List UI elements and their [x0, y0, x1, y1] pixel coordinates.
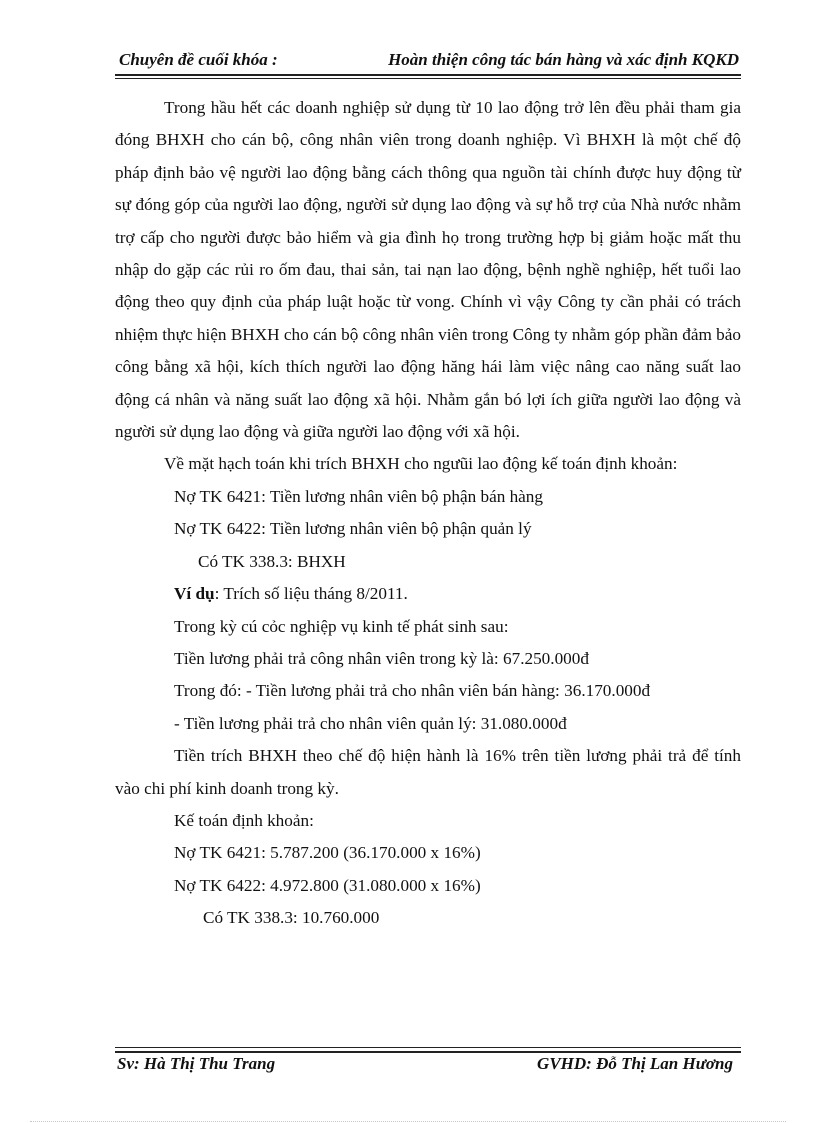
header-rule-thin	[115, 78, 741, 79]
entry-credit-3383-amount: Có TK 338.3: 10.760.000	[203, 908, 380, 928]
paragraph-bhxh-rate: Tiền trích BHXH theo chế độ hiện hành là 16% trên tiền lương phải trả để tính vào chi phí kinh doanh trong kỳ.	[115, 746, 741, 798]
document-body	[115, 92, 741, 935]
line-salary-total: Tiền lương phải trả công nhân viên trong kỳ là: 67.250.000đ	[174, 648, 589, 668]
page-header	[115, 48, 741, 74]
entry-debit-6421-amount: Nợ TK 6421: 5.787.200 (36.170.000 x 16%)	[174, 843, 481, 863]
line-entry-label: Kế toán định khoản:	[174, 810, 314, 830]
footer-rule-thin	[115, 1047, 741, 1048]
example-text: : Trích số liệu tháng 8/2011.	[214, 584, 408, 604]
footer-student: Sv: Hà Thị Thu Trang	[117, 1054, 276, 1073]
entry-debit-6422: Nợ TK 6422: Tiền lương nhân viên bộ phận quản lý	[174, 519, 532, 539]
line-salary-admin: - Tiền lương phải trả cho nhân viên quản lý: 31.080.000đ	[174, 713, 567, 733]
line-salary-sales: Trong đó: - Tiền lương phải trả cho nhân viên bán hàng: 36.170.000đ	[174, 681, 651, 701]
page-edge-divider	[30, 1121, 786, 1122]
paragraph-accounting-intro: Về mặt hạch toán khi trích BHXH cho ngưũi lao động kế toán định khoản:	[164, 454, 678, 474]
header-right: Hoàn thiện công tác bán hàng và xác định KQKD	[388, 50, 739, 69]
entry-credit-3383: Có TK 338.3: BHXH	[198, 551, 346, 571]
header-left: Chuyên đề cuối khóa :	[119, 50, 278, 69]
entry-debit-6422-amount: Nợ TK 6422: 4.972.800 (31.080.000 x 16%)	[174, 875, 481, 895]
header-rule-thick	[115, 74, 741, 76]
line-period: Trong kỳ cú cỏc nghiệp vụ kinh tế phát sinh sau:	[174, 616, 509, 636]
entry-debit-6421: Nợ TK 6421: Tiền lương nhân viên bộ phận bán hàng	[174, 486, 543, 506]
example-line	[115, 578, 741, 610]
paragraph-bhxh-intro: Trong hầu hết các doanh nghiệp sử dụng từ 10 lao động trở lên đều phải tham gia đóng BHXH cho cán bộ, công nhân viên trong doanh nghiệp. Vì BHXH là một chế độ pháp định bảo vệ người lao động bằng cách thông qua nguồn tài chính được huy động từ sự đóng góp của người lao động, người sử dụng lao động và sự hỗ trợ của Nhà nước nhằm trợ cấp cho người được bảo hiểm và gia đình họ trong trường hợp bị giảm hoặc mất thu nhập do gặp các rủi ro ốm đau, thai sản, tai nạn lao động, bệnh nghề nghiệp, hết tuổi lao động theo quy định của pháp luật hoặc từ vong. Chính vì vậy Công ty cần phải có trách nhiệm thực hiện BHXH cho cán bộ công nhân viên trong Công ty nhằm góp phần đảm bảo công bằng xã hội, kích thích người lao động hăng hái làm việc nâng cao năng suất lao động cá nhân và năng suất lao động xã hội. Nhằm gắn bó lợi ích giữa người lao động và người sử dụng lao động và giữa người lao động với xã hội.	[115, 98, 741, 442]
footer-supervisor: GVHD: Đỗ Thị Lan Hương	[537, 1054, 733, 1073]
page-footer	[115, 1054, 741, 1078]
example-label: Ví dụ	[174, 584, 215, 604]
footer-rule-thick	[115, 1051, 741, 1053]
